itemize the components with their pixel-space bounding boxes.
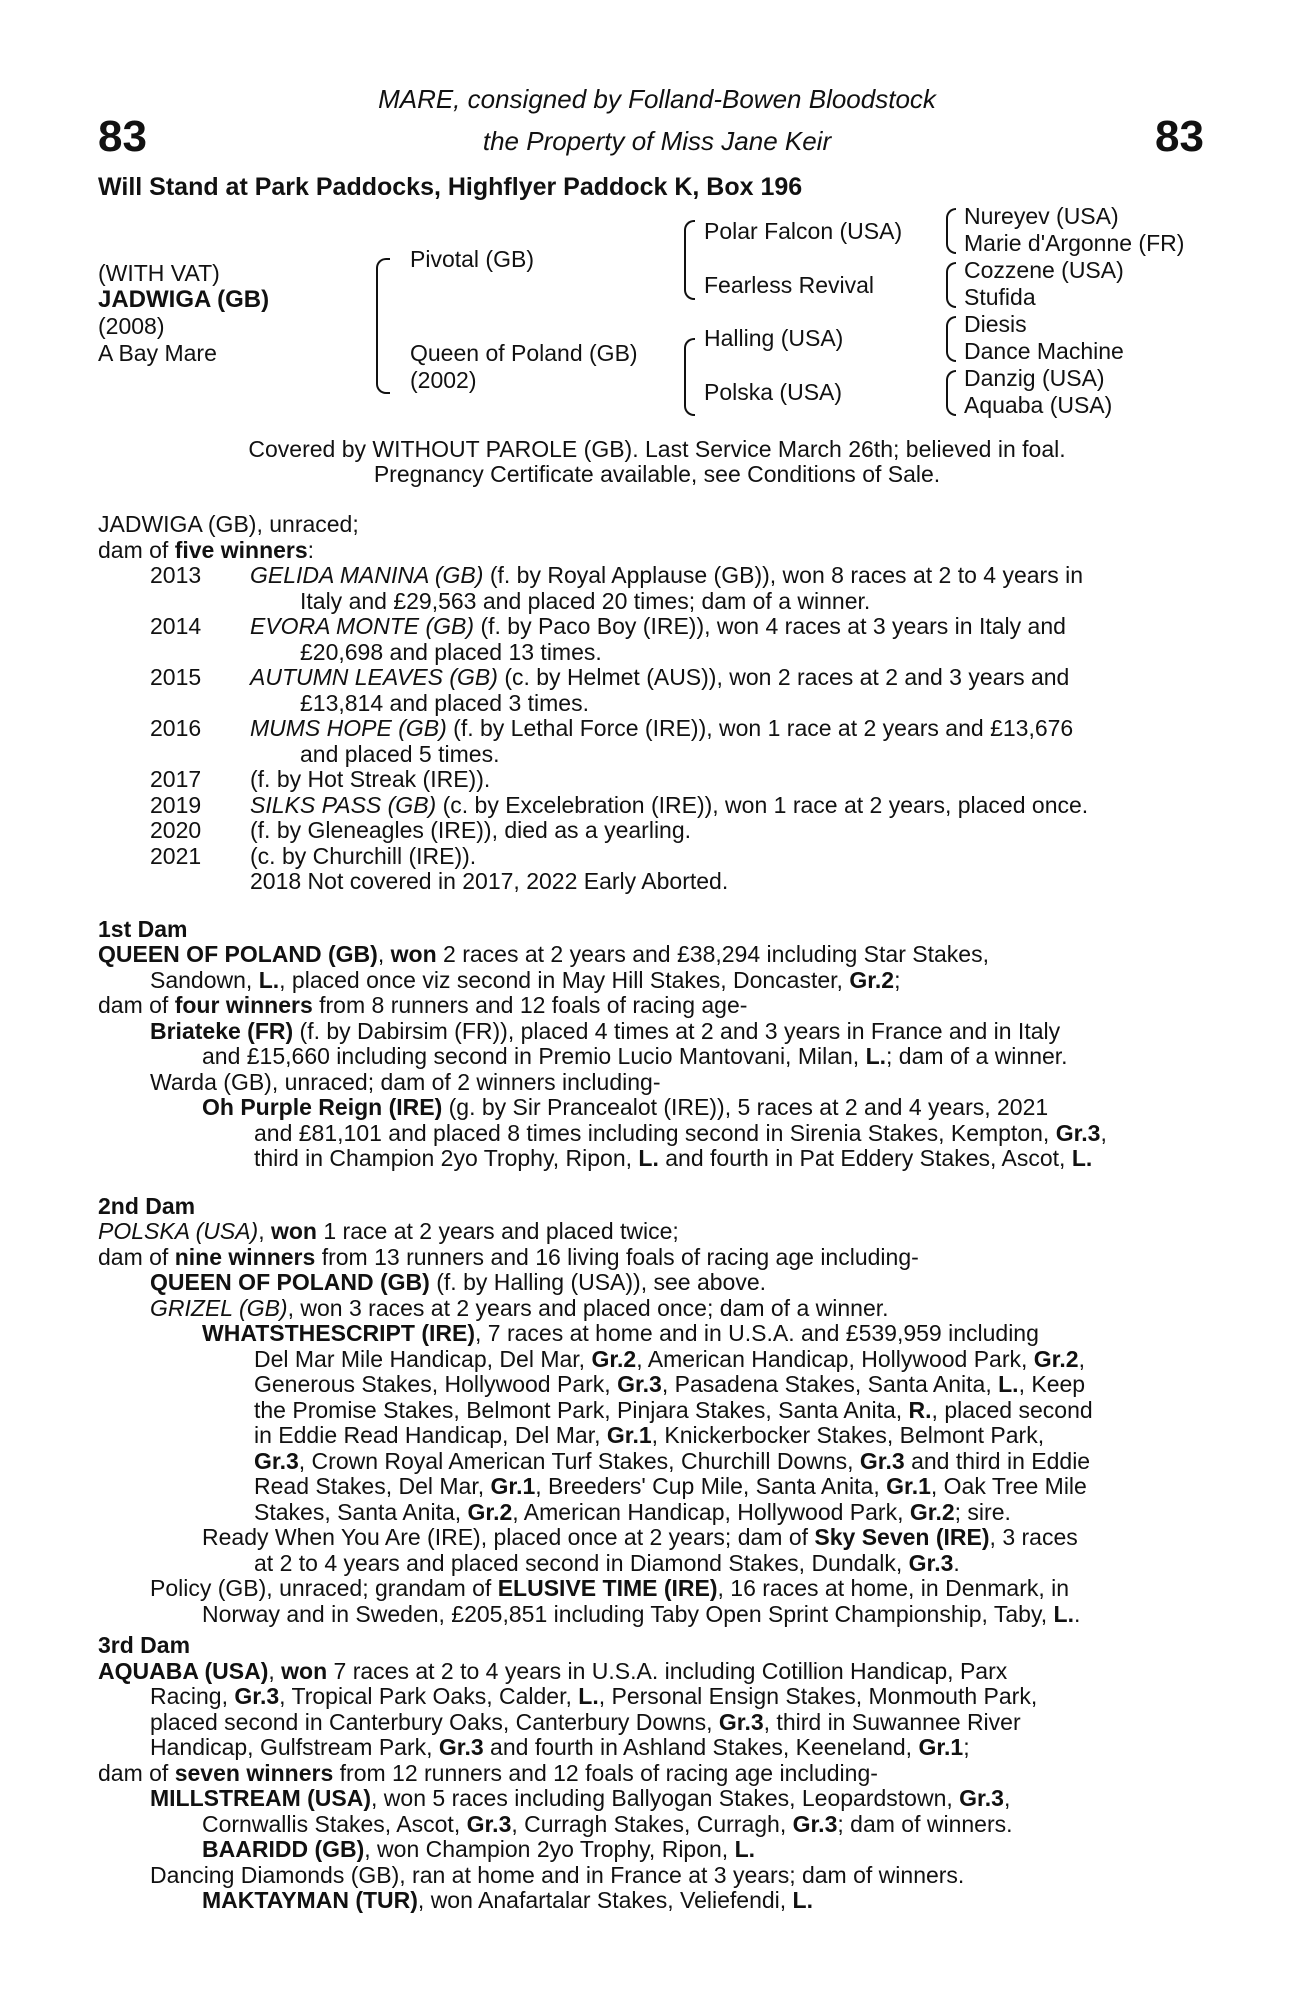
third-dam-line: AQUABA (USA), won 7 races at 2 to 4 years in U.S.A. including Cotillion Handicap, Parx bbox=[98, 1657, 1008, 1684]
third-dam-line: MAKTAYMAN (TUR), won Anafartalar Stakes, Veliefendi, L. bbox=[202, 1887, 813, 1913]
ggen-brace-1 bbox=[946, 208, 956, 254]
consignor-line: MARE, consigned by Folland-Bowen Bloodstock bbox=[378, 84, 936, 114]
ggen-1: Nureyev (USA) bbox=[964, 203, 1119, 229]
catalogue-body bbox=[98, 512, 1198, 1914]
produce-note: 2018 Not covered in 2017, 2022 Early Aborted. bbox=[250, 868, 729, 894]
ggen-brace-4 bbox=[946, 370, 956, 416]
produce-row: 2014 EVORA MONTE (GB) (f. by Paco Boy (IRE)), won 4 races at 3 years in Italy and bbox=[150, 613, 1066, 639]
horse-name: JADWIGA (GB) bbox=[98, 286, 270, 313]
ggen-brace-2 bbox=[946, 262, 956, 308]
third-dam-heading: 3rd Dam bbox=[98, 1632, 191, 1658]
second-dam-line: the Promise Stakes, Belmont Park, Pinjara Stakes, Santa Anita, R., placed second bbox=[254, 1396, 1093, 1423]
first-dam-line: Warda (GB), unraced; dam of 2 winners including- bbox=[150, 1068, 661, 1095]
pregnancy-note: Pregnancy Certificate available, see Conditions of Sale. bbox=[373, 461, 941, 487]
produce-row: 2021 (c. by Churchill (IRE)). bbox=[150, 842, 477, 869]
produce-row: 2015 AUTUMN LEAVES (GB) (c. by Helmet (AUS)), won 2 races at 2 and 3 years and bbox=[150, 664, 1070, 690]
first-dam-line: QUEEN OF POLAND (GB), won 2 races at 2 years and £38,294 including Star Stakes, bbox=[98, 941, 989, 967]
third-dam-line: placed second in Canterbury Oaks, Canterbury Downs, Gr.3, third in Suwannee River bbox=[150, 1708, 1021, 1735]
second-dam-line: Ready When You Are (IRE), placed once at 2 years; dam of Sky Seven (IRE), 3 races bbox=[202, 1524, 1078, 1550]
second-dam-line: Gr.3, Crown Royal American Turf Stakes, Churchill Downs, Gr.3 and third in Eddie bbox=[254, 1447, 1091, 1474]
vat-label: (WITH VAT) bbox=[98, 260, 220, 286]
second-dam-line: dam of nine winners from 13 runners and 16 living foals of racing age including- bbox=[98, 1243, 919, 1270]
second-dam-section bbox=[98, 1194, 1198, 1628]
ggen-7: Danzig (USA) bbox=[964, 365, 1105, 391]
stand-location: Will Stand at Park Paddocks, Highflyer Paddock K, Box 196 bbox=[98, 173, 803, 201]
first-dam-section bbox=[98, 917, 1198, 1172]
produce-row-cont: £13,814 and placed 3 times. bbox=[300, 689, 589, 716]
ggen-6: Dance Machine bbox=[964, 338, 1124, 364]
produce-row: 2016 MUMS HOPE (GB) (f. by Lethal Force (IRE)), won 1 race at 2 years and £13,676 bbox=[150, 715, 1074, 741]
ggen-4: Stufida bbox=[964, 284, 1036, 310]
sire: Pivotal (GB) bbox=[410, 246, 534, 272]
grandsire-1: Polar Falcon (USA) bbox=[704, 218, 903, 244]
granddam-2: Polska (USA) bbox=[704, 379, 843, 405]
second-dam-line: POLSKA (USA), won 1 race at 2 years and placed twice; bbox=[98, 1218, 679, 1244]
dam-brace bbox=[684, 338, 695, 416]
produce-row-cont: £20,698 and placed 13 times. bbox=[300, 638, 602, 665]
first-dam-line: Oh Purple Reign (IRE) (g. by Sir Prancealot (IRE)), 5 races at 2 and 4 years, 2021 bbox=[202, 1094, 1049, 1120]
granddam-1: Fearless Revival bbox=[704, 272, 874, 298]
sire-brace bbox=[684, 220, 695, 300]
ggen-3: Cozzene (USA) bbox=[964, 257, 1124, 283]
property-line: the Property of Miss Jane Keir bbox=[482, 126, 832, 156]
second-dam-heading: 2nd Dam bbox=[98, 1192, 196, 1219]
first-dam-heading: 1st Dam bbox=[98, 915, 188, 942]
covered-note: Covered by WITHOUT PAROLE (GB). Last Service March 26th; believed in foal. bbox=[248, 436, 1066, 462]
produce-row: 2013 GELIDA MANINA (GB) (f. by Royal Applause (GB)), won 8 races at 2 to 4 years in bbox=[150, 562, 1083, 588]
third-dam-line: Racing, Gr.3, Tropical Park Oaks, Calder, L., Personal Ensign Stakes, Monmouth Park, bbox=[150, 1683, 1038, 1709]
third-dam-line: MILLSTREAM (USA), won 5 races including Ballyogan Stakes, Leopardstown, Gr.3, bbox=[150, 1785, 1011, 1811]
second-dam-line: Del Mar Mile Handicap, Del Mar, Gr.2, American Handicap, Hollywood Park, Gr.2, bbox=[254, 1345, 1085, 1372]
second-dam-line: Policy (GB), unraced; grandam of ELUSIVE TIME (IRE), 16 races at home, in Denmark, in bbox=[150, 1575, 1070, 1601]
first-dam-line: third in Champion 2yo Trophy, Ripon, L. and fourth in Pat Eddery Stakes, Ascot, L. bbox=[254, 1145, 1093, 1171]
produce-row: 2017 (f. by Hot Streak (IRE)). bbox=[150, 766, 491, 792]
first-dam-line: Sandown, L., placed once viz second in May Hill Stakes, Doncaster, Gr.2; bbox=[150, 966, 901, 993]
produce-row-cont: Italy and £29,563 and placed 20 times; dam of a winner. bbox=[300, 587, 871, 614]
second-dam-line: WHATSTHESCRIPT (IRE), 7 races at home and in U.S.A. and £539,959 including bbox=[202, 1320, 1039, 1346]
ggen-brace-3 bbox=[946, 316, 956, 362]
lot-number-right: 83 bbox=[1155, 112, 1204, 161]
first-dam-line: dam of four winners from 8 runners and 12 foals of racing age- bbox=[98, 992, 748, 1018]
third-dam-line: Dancing Diamonds (GB), ran at home and in France at 3 years; dam of winners. bbox=[150, 1861, 965, 1888]
horse-description: A Bay Mare bbox=[98, 340, 217, 366]
second-dam-line: Read Stakes, Del Mar, Gr.1, Breeders' Cup Mile, Santa Anita, Gr.1, Oak Tree Mile bbox=[254, 1473, 1087, 1499]
dam: Queen of Poland (GB) bbox=[410, 340, 638, 366]
second-dam-line: Stakes, Santa Anita, Gr.2, American Handicap, Hollywood Park, Gr.2; sire. bbox=[254, 1498, 1011, 1525]
second-dam-line: in Eddie Read Handicap, Del Mar, Gr.1, Knickerbocker Stakes, Belmont Park, bbox=[254, 1422, 1045, 1448]
grandsire-2: Halling (USA) bbox=[704, 325, 844, 351]
produce-row: 2020 (f. by Gleneagles (IRE)), died as a yearling. bbox=[150, 817, 692, 843]
second-dam-line: Norway and in Sweden, £205,851 including Taby Open Sprint Championship, Taby, L.. bbox=[202, 1600, 1081, 1627]
ggen-8: Aquaba (USA) bbox=[964, 392, 1113, 418]
produce-section bbox=[98, 512, 1198, 895]
pedigree-brace bbox=[376, 258, 390, 394]
second-dam-line: at 2 to 4 years and placed second in Diamond Stakes, Dundalk, Gr.3. bbox=[254, 1549, 960, 1576]
ggen-2: Marie d'Argonne (FR) bbox=[964, 230, 1185, 256]
dam-year: (2002) bbox=[410, 367, 477, 393]
first-dam-line: and £15,660 including second in Premio Lucio Mantovani, Milan, L.; dam of a winner. bbox=[202, 1043, 1068, 1069]
third-dam-section bbox=[98, 1633, 1198, 1914]
produce-row: 2019 SILKS PASS (GB) (c. by Excelebration (IRE)), won 1 race at 2 years, placed once. bbox=[150, 791, 1089, 818]
first-dam-line: and £81,101 and placed 8 times including second in Sirenia Stakes, Kempton, Gr.3, bbox=[254, 1119, 1107, 1146]
produce-dam-of: dam of five winners: bbox=[98, 536, 315, 563]
second-dam-line: QUEEN OF POLAND (GB) (f. by Halling (USA)), see above. bbox=[150, 1269, 767, 1295]
produce-row-cont: and placed 5 times. bbox=[300, 740, 500, 767]
third-dam-line: Cornwallis Stakes, Ascot, Gr.3, Curragh Stakes, Curragh, Gr.3; dam of winners. bbox=[202, 1810, 1013, 1837]
second-dam-line: Generous Stakes, Hollywood Park, Gr.3, Pasadena Stakes, Santa Anita, L., Keep bbox=[254, 1371, 1086, 1397]
ggen-5: Diesis bbox=[964, 311, 1027, 337]
lot-number-left: 83 bbox=[98, 112, 147, 161]
produce-intro: JADWIGA (GB), unraced; bbox=[98, 511, 359, 537]
first-dam-line: Briateke (FR) (f. by Dabirsim (FR)), placed 4 times at 2 and 3 years in France and in Italy bbox=[150, 1017, 1061, 1044]
third-dam-line: Handicap, Gulfstream Park, Gr.3 and fourth in Ashland Stakes, Keeneland, Gr.1; bbox=[150, 1734, 970, 1760]
horse-year: (2008) bbox=[98, 313, 165, 339]
second-dam-line: GRIZEL (GB), won 3 races at 2 years and placed once; dam of a winner. bbox=[150, 1294, 889, 1321]
third-dam-line: BAARIDD (GB), won Champion 2yo Trophy, Ripon, L. bbox=[202, 1836, 756, 1862]
third-dam-line: dam of seven winners from 12 runners and 12 foals of racing age including- bbox=[98, 1759, 878, 1786]
